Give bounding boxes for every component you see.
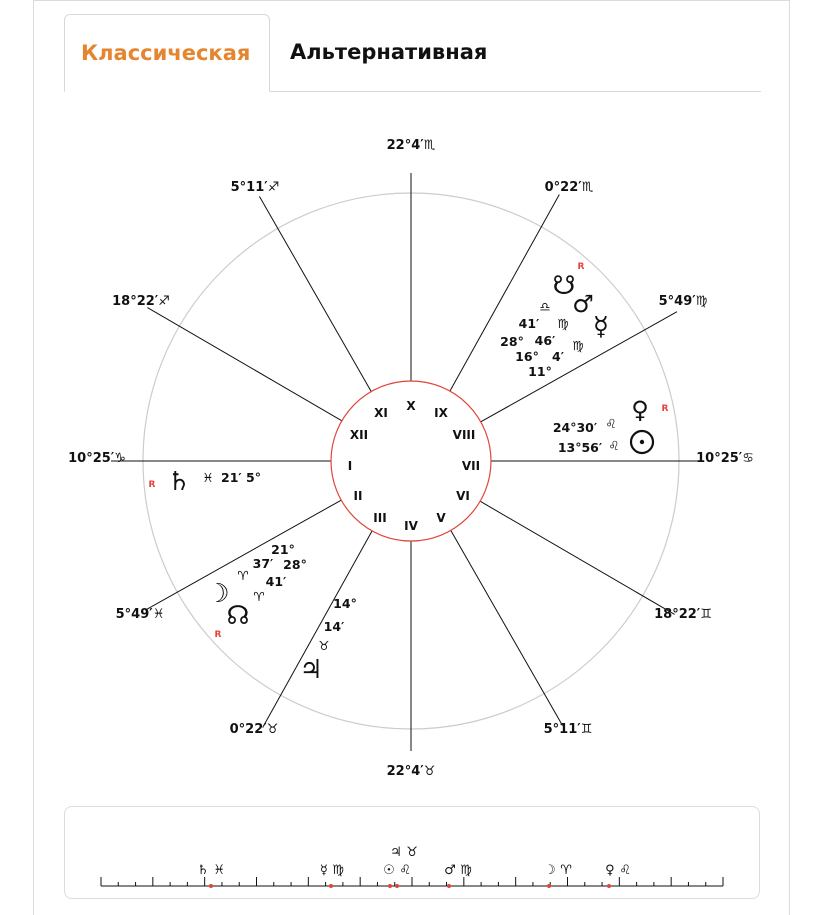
tab-classic[interactable]: Классическая xyxy=(64,14,270,92)
house-numeral-iii: III xyxy=(373,511,387,525)
saturn-retro: R xyxy=(148,480,156,490)
house-numeral-vi: VI xyxy=(456,489,470,503)
cusp-label-vi: 18°22′♊ xyxy=(654,607,712,622)
timeline-ticks xyxy=(101,877,723,886)
timeline-saturn-dot xyxy=(209,884,213,888)
natal-chart xyxy=(0,120,814,790)
mars-glyph: ♂ xyxy=(572,290,594,318)
cusp-label-ii: 5°49′♓ xyxy=(115,607,165,622)
timeline-axis xyxy=(65,807,761,900)
cusp-line xyxy=(147,308,341,421)
cusp-label-ix: 0°22′♏ xyxy=(544,180,594,195)
cusp-label-viii: 5°49′♍ xyxy=(658,294,708,309)
sun-sign: ♌ xyxy=(608,438,620,453)
cusp-line xyxy=(451,530,563,725)
ketu-sign: ♎ xyxy=(539,299,551,314)
jupiter-glyph: ♃ xyxy=(299,655,323,685)
tab-alternative[interactable]: Альтернативная xyxy=(290,40,488,64)
saturn-sign: ♓ xyxy=(202,470,214,485)
venus-degree: 24°30′ xyxy=(552,420,598,435)
jupiter-sign: ♉ xyxy=(318,638,330,653)
timeline-mercury-dot xyxy=(329,884,333,888)
timeline-moon-dot xyxy=(547,884,551,888)
mars-degrees-second: 16° xyxy=(515,349,539,364)
moon-minutes: 37′ xyxy=(252,556,274,571)
cusp-label-xii: 18°22′♐ xyxy=(112,294,170,309)
house-numeral-xii: XII xyxy=(349,428,369,442)
rahu-sign: ♈ xyxy=(253,589,265,604)
sun-icon xyxy=(631,431,653,453)
timeline-mercury: ☿ ♍ xyxy=(319,863,345,878)
rahu-glyph: ☊ xyxy=(226,601,250,631)
moon-glyph: ☽ xyxy=(206,579,230,609)
cusp-line xyxy=(145,500,341,610)
sun-degree: 13°56′ xyxy=(557,440,603,455)
timeline-jupiter-dot xyxy=(388,884,392,888)
cusp-label-i: 10°25′♑ xyxy=(68,451,126,466)
chart-tabs xyxy=(64,14,761,92)
cusp-label-vii: 10°25′♋ xyxy=(696,451,754,466)
jupiter-degree: 14° xyxy=(333,596,357,611)
mercury-degrees: 11° xyxy=(528,364,552,379)
mars-sign: ♍ xyxy=(557,316,569,331)
cusp-label-v: 5°11′♊ xyxy=(543,722,593,737)
cusp-label-iii: 0°22′♉ xyxy=(229,722,279,737)
cusp-label-iv: 22°4′♉ xyxy=(386,764,436,779)
cusp-line xyxy=(450,194,559,391)
timeline-moon: ☽ ♈ xyxy=(544,863,572,878)
saturn-degree: 21′ 5° xyxy=(221,470,261,485)
timeline-sun-dot xyxy=(395,884,399,888)
timeline-mars: ♂ ♍ xyxy=(444,863,472,878)
house-numeral-iv: IV xyxy=(404,519,418,533)
timeline-sun: ☉ ♌ xyxy=(383,863,411,878)
timeline-jupiter: ♃ ♉ xyxy=(390,845,418,860)
cusp-label-xi: 5°11′♐ xyxy=(230,180,280,195)
timeline-venus: ♀ ♌ xyxy=(605,863,631,878)
house-numeral-i: I xyxy=(347,459,353,473)
moon-sign: ♈ xyxy=(237,568,249,583)
venus-glyph: ♀ xyxy=(631,396,649,424)
timeline-venus-dot xyxy=(607,884,611,888)
cusp-label-x: 22°4′♏ xyxy=(386,138,436,153)
cusp-line xyxy=(480,501,674,614)
cusp-line xyxy=(259,196,371,391)
house-numeral-ix: IX xyxy=(434,406,448,420)
mars-degrees: 28° xyxy=(500,334,524,349)
ketu-retro: R xyxy=(577,262,585,272)
mercury-glyph: ☿ xyxy=(593,312,609,342)
rahu-minutes: 41′ xyxy=(265,574,287,589)
timeline-saturn: ♄ ♓ xyxy=(197,863,225,878)
timeline-mars-dot xyxy=(447,884,451,888)
cusp-line xyxy=(263,531,372,728)
house-numeral-viii: VIII xyxy=(452,428,476,442)
venus-retro: R xyxy=(661,404,669,414)
jupiter-minutes: 14′ xyxy=(323,619,345,634)
planet-timeline xyxy=(64,806,760,899)
house-cusp-lines xyxy=(111,173,701,751)
saturn-glyph: ♄ xyxy=(167,467,191,497)
house-numeral-vii: VII xyxy=(461,459,481,473)
ketu-glyph: ☋ xyxy=(552,271,576,301)
house-numeral-x: X xyxy=(406,399,416,413)
venus-sign: ♌ xyxy=(605,416,617,431)
mercury-seconds: 4′ xyxy=(552,349,564,364)
mercury-sign: ♍ xyxy=(572,338,584,353)
rahu-degree: 28° xyxy=(283,557,307,572)
moon-degree: 21° xyxy=(271,542,295,557)
house-numeral-xi: XI xyxy=(374,406,388,420)
house-numeral-v: V xyxy=(436,511,446,525)
rahu-retro: R xyxy=(214,630,222,640)
mercury-minutes: 46′ xyxy=(534,333,556,348)
house-numeral-ii: II xyxy=(353,489,363,503)
mars-minutes: 41′ xyxy=(518,316,540,331)
